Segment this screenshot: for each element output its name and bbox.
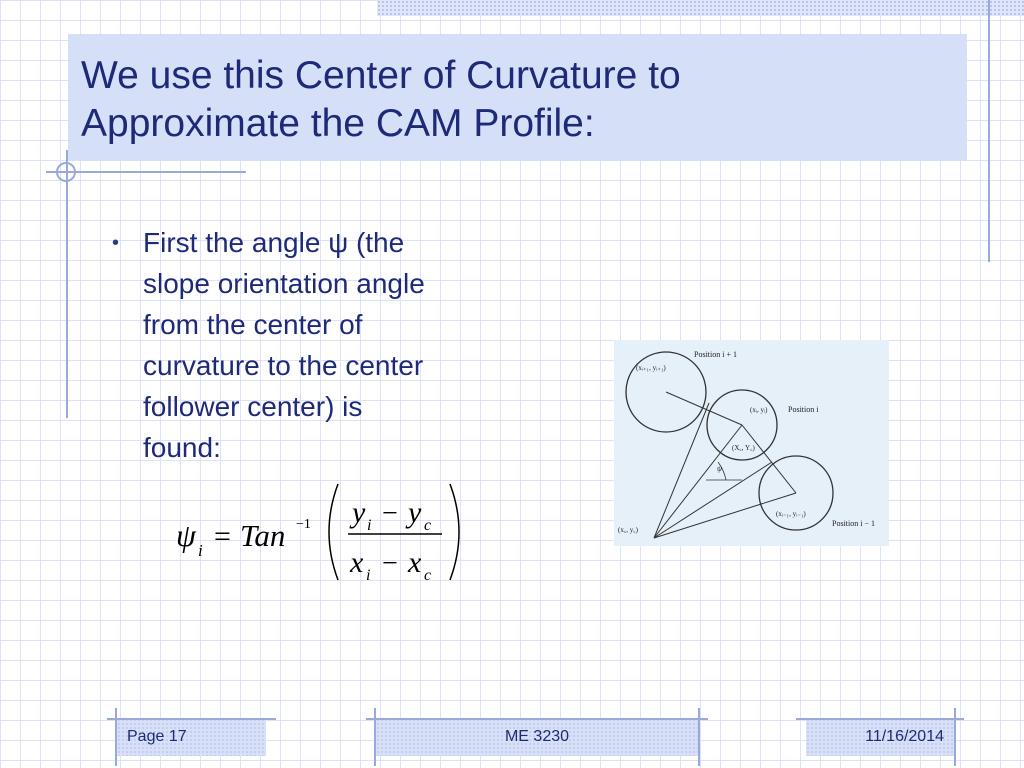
decor-vertical-line-right [988,0,990,262]
eq-left-paren [329,484,338,580]
label-position-i-minus-1: Position i − 1 [832,519,875,528]
line-between-centers-1 [666,392,742,425]
top-decor-band [377,0,1024,16]
eq-den-b-sub: c [424,567,432,584]
eq-den-a-sub: i [366,567,371,584]
decor-horizontal-line [46,171,246,173]
cam-profile-figure [614,340,889,546]
label-position-i-plus-1: Position i + 1 [694,350,737,359]
slide-title [81,52,921,148]
eq-right-paren [450,484,459,580]
footer-date: 11/16/2014 [865,728,944,745]
psi-label: ψ [717,464,722,473]
line-origin-to-center-i [654,425,742,538]
label-point-i: (xᵢ, yᵢ) [750,406,768,414]
line-origin-to-center-i-minus-1 [654,493,796,538]
bullet-line-4: curvature to the center [143,350,424,381]
eq-den-minus: − [382,548,398,579]
eq-num-a: y [352,496,366,529]
decor-circle-marker [56,162,76,182]
eq-den-a: x [350,546,364,579]
eq-num-minus: − [382,498,398,529]
bullet-line-6: found: [143,432,221,463]
footer-course-box [376,718,698,756]
eq-lhs: ψ [176,517,196,553]
bullet-line-5: follower center) is [143,391,363,422]
footer-date-box [806,718,954,756]
footer-page-box [117,718,266,756]
label-point-c: (X꜀, Y꜀) [732,444,755,452]
title-line-1: We use this Center of Curvature to [81,54,681,97]
decor-vertical-line-left [66,150,68,418]
eq-num-b: y [408,496,422,529]
eq-func-sup: −1 [296,517,311,532]
eq-func: Tan [240,518,286,553]
eq-lhs-sub: i [198,541,203,560]
line-origin-to-mid-2 [654,462,772,538]
eq-equals: = [214,520,231,553]
eq-num-a-sub: i [367,517,372,534]
eq-den-b: x [408,546,422,579]
label-point-i-minus-1: (xᵢ₋₁, yᵢ₋₁) [776,510,806,518]
line-origin-to-mid-1 [654,403,709,538]
eq-num-b-sub: c [424,517,432,534]
bullet-line-1: First the angle ψ (the [143,227,405,258]
label-position-i: Position i [788,405,819,414]
bullet-line-3: from the center of [143,309,363,340]
psi-equation [168,478,478,588]
label-point-i-plus-1: (xᵢ₊₁, yᵢ₊₁) [636,364,666,372]
bullet-marker: • [112,232,120,254]
bullet-line-2: slope orientation angle [143,268,425,299]
footer-page-number: Page 17 [127,728,187,745]
label-point-origin: (x꜀, y꜀) [618,526,639,534]
title-line-2: Approximate the CAM Profile: [81,102,595,145]
bullet-paragraph [143,222,513,468]
footer-course-name: ME 3230 [504,728,570,745]
